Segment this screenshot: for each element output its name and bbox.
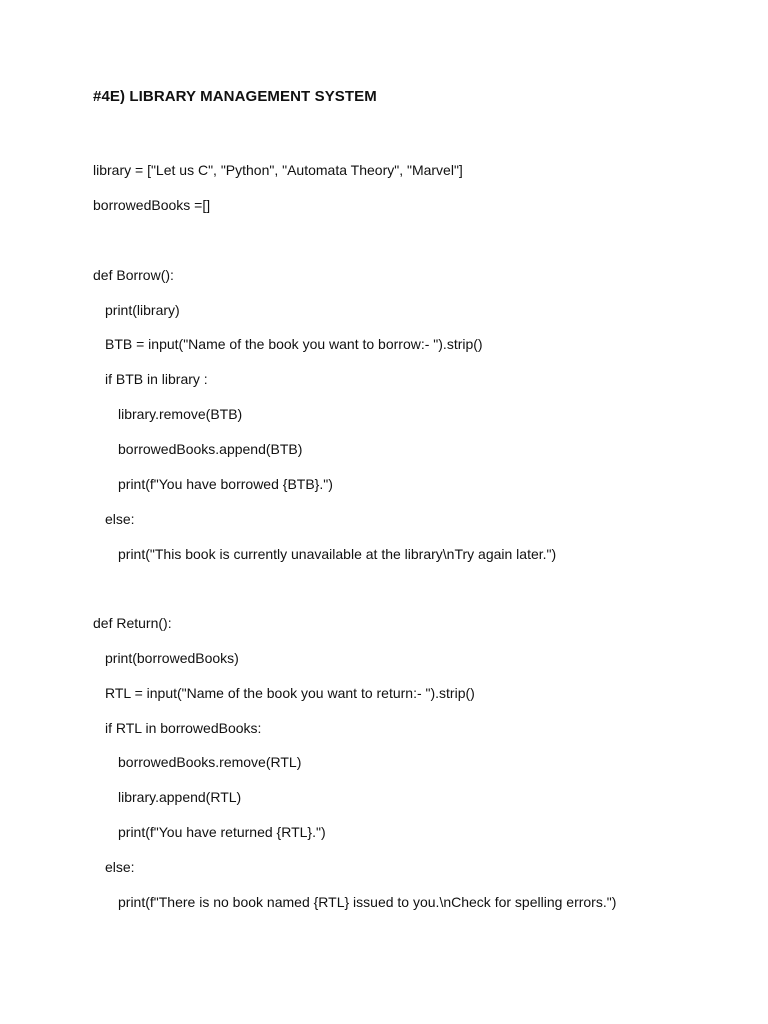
code-line-if-rtl: if RTL in borrowedBooks: <box>105 720 262 736</box>
code-line-borrowed-remove: borrowedBooks.remove(RTL) <box>118 754 302 770</box>
code-line-print-no-book: print(f"There is no book named {RTL} issued to you.\nCheck for spelling errors.") <box>118 894 617 910</box>
code-line-borrowed-books: borrowedBooks =[] <box>93 197 211 213</box>
code-line-library-list: library = ["Let us C", "Python", "Automata Theory", "Marvel"] <box>93 162 463 178</box>
code-line-else-return: else: <box>105 859 135 875</box>
code-line-def-return: def Return(): <box>93 615 172 631</box>
code-line-library-remove: library.remove(BTB) <box>118 406 243 422</box>
code-line-print-returned: print(f"You have returned {RTL}.") <box>118 824 326 840</box>
code-line-if-btb: if BTB in library : <box>105 371 208 387</box>
code-line-rtl-input: RTL = input("Name of the book you want to return:- ").strip() <box>105 685 475 701</box>
document-title: #4E) LIBRARY MANAGEMENT SYSTEM <box>93 88 377 105</box>
code-line-btb-input: BTB = input("Name of the book you want to borrow:- ").strip() <box>105 336 483 352</box>
code-line-print-unavailable: print("This book is currently unavailable at the library\nTry again later.") <box>118 546 557 562</box>
code-line-library-append: library.append(RTL) <box>118 789 242 805</box>
code-line-print-borrowed-books: print(borrowedBooks) <box>105 650 239 666</box>
code-line-else-borrow: else: <box>105 511 135 527</box>
code-line-print-library: print(library) <box>105 302 180 318</box>
code-line-def-borrow: def Borrow(): <box>93 267 174 283</box>
code-line-borrowed-append: borrowedBooks.append(BTB) <box>118 441 303 457</box>
code-line-print-borrowed: print(f"You have borrowed {BTB}.") <box>118 476 333 492</box>
